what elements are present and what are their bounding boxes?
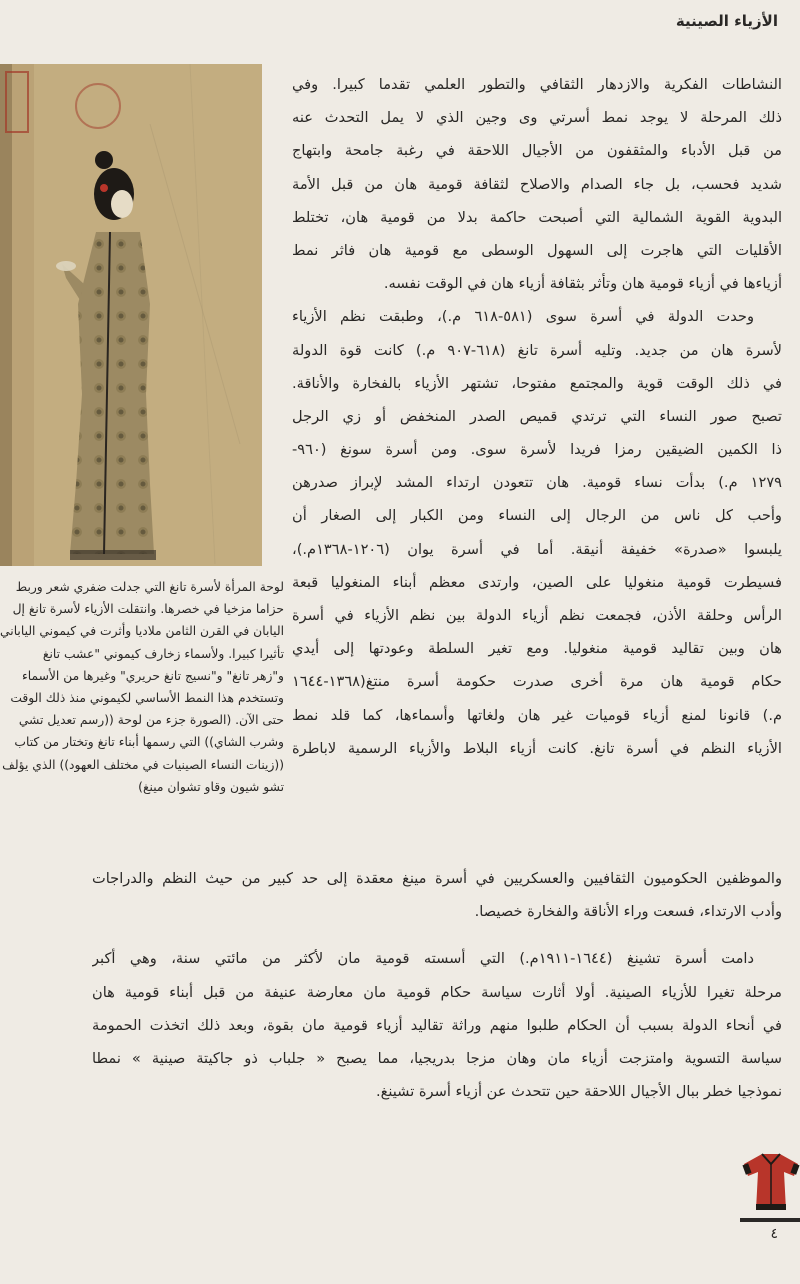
image-caption (0, 576, 284, 798)
page-title: الأزياء الصينية (675, 12, 778, 30)
caption-line: تشو شيون وقاو تشوان مينغ) (138, 779, 284, 794)
body-line: فسيطرت قومية منغوليا على الصين، وارتدى معظم أبناء المنغوليا قبعة (292, 573, 782, 591)
body-text-full-width (92, 862, 782, 1108)
page-number: ٤ (770, 1226, 778, 1242)
body-line: م.) قانونا لمنع أزياء قوميات غير هان ولغاتها وأسماءها، كما قلد نمط (292, 706, 782, 724)
body-line: ذا الكمين الضيقين رمزا فريدا لأسرة سوى. ومن أسرة سونغ (٩٦٠- (292, 441, 782, 459)
chinese-robe-icon (742, 1150, 800, 1212)
body-line: لأسرة هان من جديد. وتليه أسرة تانغ (٦١٨-٩٠٧ م.) كانت قوة الدولة (292, 341, 782, 359)
caption-line: حتى الآن. (الصورة جزء من لوحة ((رسم تعديل تشي (18, 713, 284, 728)
body-text-column (292, 68, 782, 765)
body-line: في أنحاء الدولة بسبب أن الحكام طلبوا منهم وراثة تقاليد أزياء قومية مان بقوة، وبعد ذلك اتخذت الحمومة (92, 1016, 782, 1034)
footer-bar (740, 1218, 800, 1222)
body-line: وأدب الارتداء، فسعت وراء الأناقة والفخارة خصيصا. (474, 903, 782, 921)
body-line: أزياءها في أزياء قومية هان وتأثر بثقافة أزياء هان في الوقت نفسه. (383, 275, 782, 293)
body-line: سياسة التسوية وامتزجت أزياء مان وهان مزجا بدريجيا، مما يصبح « جلباب ذو جاكيتة صينية » نمطا (92, 1049, 782, 1067)
body-line: نموذجيا خطر ببال الأجيال اللاحقة حين تتحدث عن أزياء أسرة تشينغ. (375, 1083, 782, 1101)
body-line: ١٢٧٩ م.) بدأت نساء قومية. هان تتعودن ارتداء المشد لإبراز صدرهن (292, 474, 782, 492)
caption-line: وشرب الشاي)) التي رسمها أبناء تانغ وتختار من كتاب (14, 735, 284, 750)
body-line: في ذلك الوقت قوية والمجتمع مفتوحا، تشتهر الأزياء بالفخارة والأناقة. (292, 374, 782, 392)
body-line: وأحب كل ناس من الرجال إلى النساء ومن الكبار إلى الصغار أن (292, 507, 782, 525)
body-line: حكام قومية هان مرة أخرى صدرت حكومة أسرة منتغ(١٣٦٨-١٦٤٤ (292, 673, 782, 691)
body-line: الأزياء النظم في أسرة تانغ. كانت أزياء البلاط والأزياء الرسمية لاباطرة (292, 739, 782, 757)
body-line: الرأس وحلقة الأذن، فجمعت نظم أزياء الدولة بين نظم الأزياء في أسرة (292, 607, 782, 624)
body-line: من قبل الأدباء والمثقفون من الأجيال اللاحقة في رغبة جامحة وابتهاج (292, 142, 782, 160)
tang-woman-painting (0, 64, 262, 566)
caption-line: ((زينات النساء الصينيات في مختلف العهود)) الذي يؤلف (2, 757, 284, 772)
caption-line: لوحة المرأة لأسرة تانغ التي جدلت ضفري شعر وربط (15, 580, 284, 594)
caption-line: و"زهر تانغ" و"نسيج تانغ حريري" وغيرها من الأسماء (21, 668, 284, 683)
body-line: مرحلة تغيرا للأزياء الصينية. أولا أثارت سياسة حكام قومية مان معارضة عنيفة من قبل أبناء قومية هان (92, 983, 782, 1001)
caption-line: وتستخدم هذا النمط الأساسي لكيموني منذ ذلك الوقت (10, 690, 284, 705)
body-line: وحدت الدولة في أسرة سوى (٥٨١-٦١٨ م.)، وطبقت نظم الأزياء (292, 308, 754, 326)
body-line: تصبح صور النساء التي ترتدي قميص الصدر المنخفض أو زي الرجل (292, 407, 782, 425)
caption-line: حزاما مزخيا في خصرها. وانتقلت الأزياء لأسرة تانغ إل (12, 602, 284, 617)
body-line: النشاطات الفكرية والازدهار الثقافي والتطور العلمي تقدما كبيرا. وفي (292, 76, 782, 93)
body-line: والموظفين الحكوميون الثقافيين والعسكريين في أسرة مينغ معقدة إلى حد كبير من حيث النظم والدراجات (92, 870, 782, 887)
body-line: دامت أسرة تشينغ (١٦٤٤-١٩١١م.) التي أسسته قومية مان لأكثر من مائتي سنة، وهي أكبر (92, 950, 754, 968)
body-line: هان وبين تقاليد قومية منغوليا. ومع تغير السلطة وعودتها إلى أيدي (292, 640, 782, 658)
caption-line: اليابان في القرن الثامن ملاديا وأثرت في كيموني الياباني (0, 624, 284, 639)
body-line: البدوية القوية الشمالية التي أصبحت حاكمة بدلا من قومية هان، تختلط (292, 208, 782, 226)
paragraph-gap (92, 928, 782, 942)
body-line: يلبسوا «صدرة» خفيفة أنيقة. أما في أسرة يوان (١٢٠٦-١٣٦٨م.)، (292, 540, 782, 558)
caption-line: تأثيرا كبيرا. ولأسماء زخارف كيموني "عشب تانغ (42, 646, 284, 661)
body-line: الأقليات التي هاجرت إلى السهول الوسطى مع قومية هان فاثر نمط (292, 241, 782, 259)
body-line: شديد فحسب، بل جاء الصدام والاصلاح لثقافة قومية هان من قبل الأمة (292, 175, 782, 193)
body-line: ذلك المرحلة لا يوجد نمط أسرتي وى وجين الذي لا يمل التحدث عنه (292, 109, 782, 127)
